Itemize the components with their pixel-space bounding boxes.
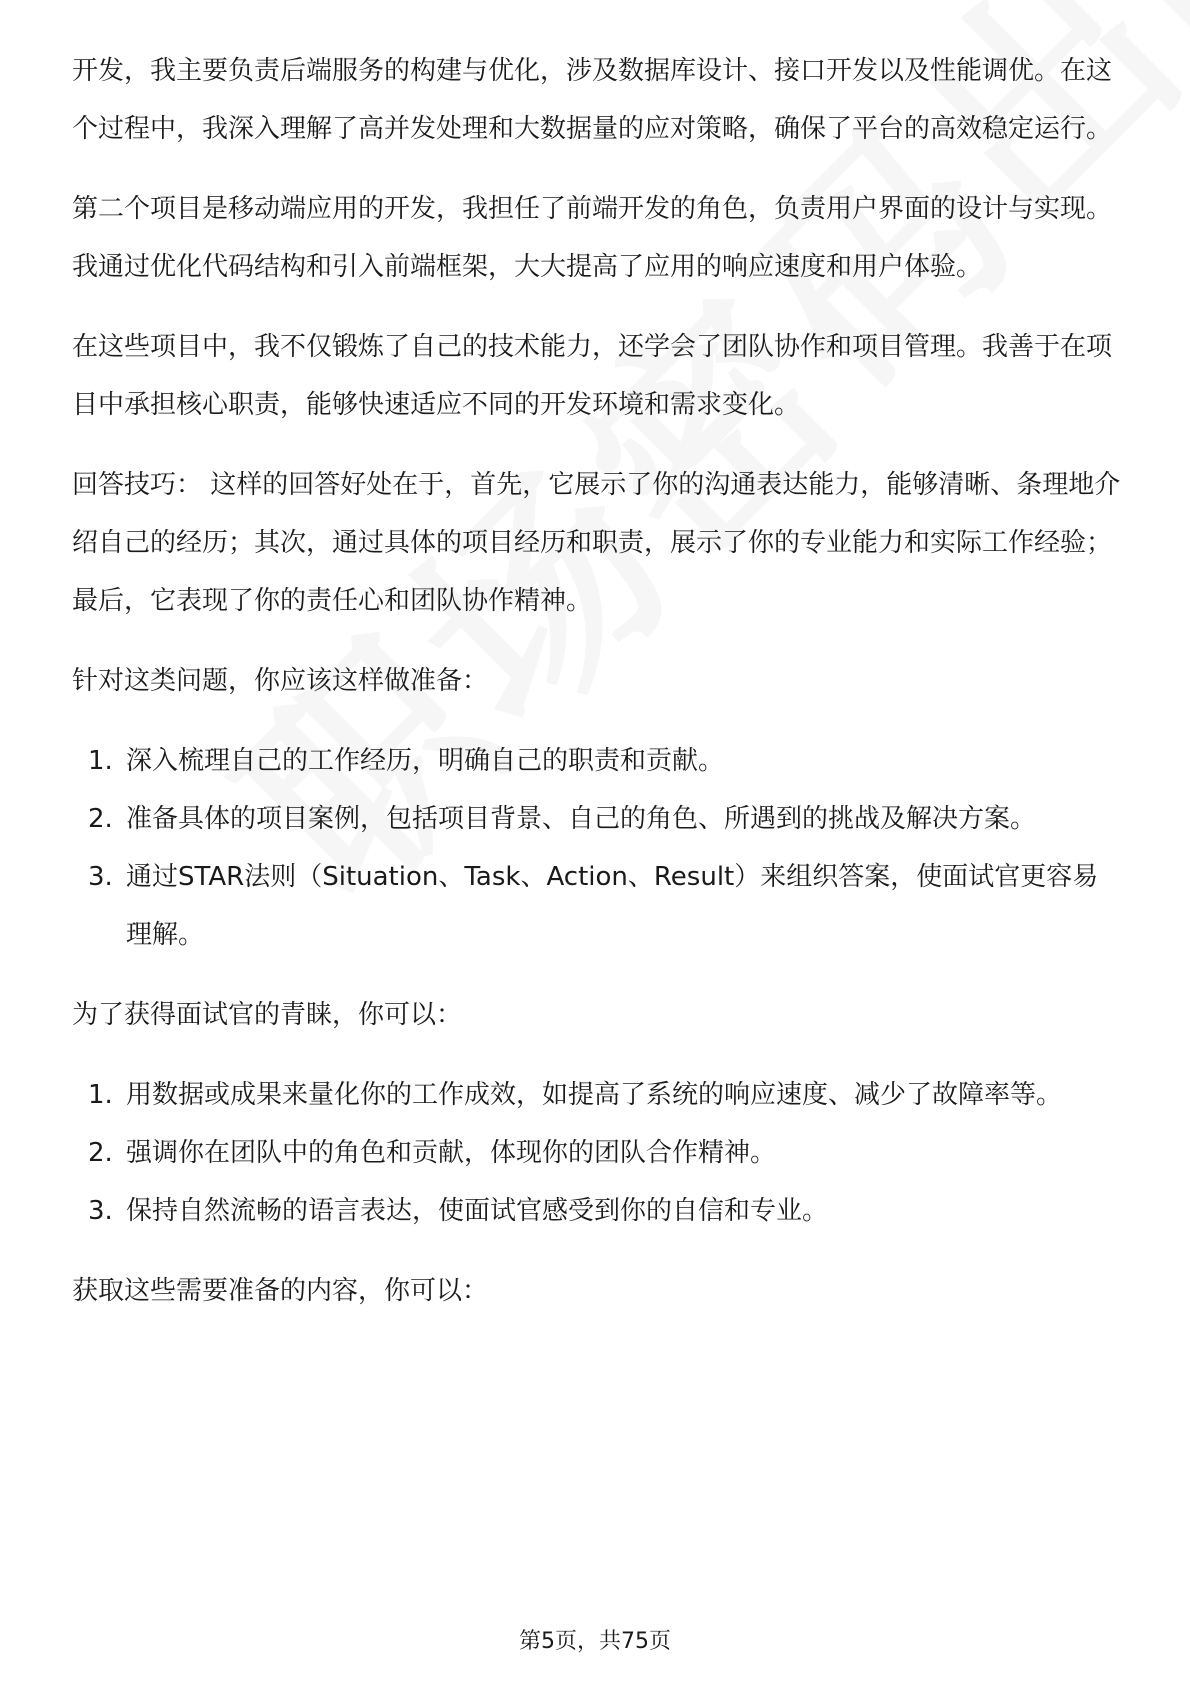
- paragraph-project-one: 开发，我主要负责后端服务的构建与优化，涉及数据库设计、接口开发以及性能调优。在这个过程中，我深入理解了高并发处理和大数据量的应对策略，确保了平台的高效稳定运行。: [72, 56, 1113, 144]
- list-item: [72, 790, 1122, 848]
- section-heading-impress: 为了获得面试官的青睐，你可以：: [72, 1000, 463, 1030]
- list-item-text: 用数据或成果来量化你的工作成效，如提高了系统的响应速度、减少了故障率等。: [126, 1080, 1063, 1110]
- section-heading-preparation: 针对这类问题，你应该这样做准备：: [72, 666, 489, 696]
- preparation-list: [72, 732, 1122, 964]
- list-item-text: 准备具体的项目案例，包括项目背景、自己的角色、所遇到的挑战及解决方案。: [126, 804, 1037, 834]
- list-item-text: 深入梳理自己的工作经历，明确自己的职责和贡献。: [126, 746, 725, 776]
- paragraph-project-two: 第二个项目是移动端应用的开发，我担任了前端开发的角色，负责用户界面的设计与实现。我通过优化代码结构和引入前端框架，大大提高了应用的响应速度和用户体验。: [72, 194, 1113, 282]
- list-item: [72, 732, 1122, 790]
- list-number: 2.: [88, 804, 113, 834]
- impress-list: [72, 1066, 1122, 1240]
- list-item-text: 通过STAR法则（Situation、Task、Action、Result）来组织答案，使面试官更容易理解。: [126, 862, 1099, 950]
- list-item: [72, 1124, 1122, 1182]
- closing-line: 获取这些需要准备的内容，你可以：: [72, 1276, 489, 1306]
- list-item: [72, 1182, 1122, 1240]
- document-body: [72, 42, 1122, 1342]
- list-item: [72, 1066, 1122, 1124]
- list-item-text: 强调你在团队中的角色和贡献，体现你的团队合作精神。: [126, 1138, 777, 1168]
- list-item: [72, 848, 1122, 964]
- page-footer: 第5页，共75页: [519, 1629, 671, 1654]
- paragraph-answer-tips: 回答技巧： 这样的回答好处在于，首先，它展示了你的沟通表达能力，能够清晰、条理地介绍自己的经历；其次，通过具体的项目经历和职责，展示了你的专业能力和实际工作经验；最后，它表现了你的责任心和团队协作精神。: [72, 470, 1121, 616]
- list-number: 3.: [88, 862, 113, 892]
- list-number: 2.: [88, 1138, 113, 1168]
- list-number: 3.: [88, 1196, 113, 1226]
- list-number: 1.: [88, 1080, 113, 1110]
- list-item-text: 保持自然流畅的语言表达，使面试官感受到你的自信和专业。: [126, 1196, 829, 1226]
- paragraph-summary: 在这些项目中，我不仅锻炼了自己的技术能力，还学会了团队协作和项目管理。我善于在项目中承担核心职责，能够快速适应不同的开发环境和需求变化。: [72, 332, 1113, 420]
- list-number: 1.: [88, 746, 113, 776]
